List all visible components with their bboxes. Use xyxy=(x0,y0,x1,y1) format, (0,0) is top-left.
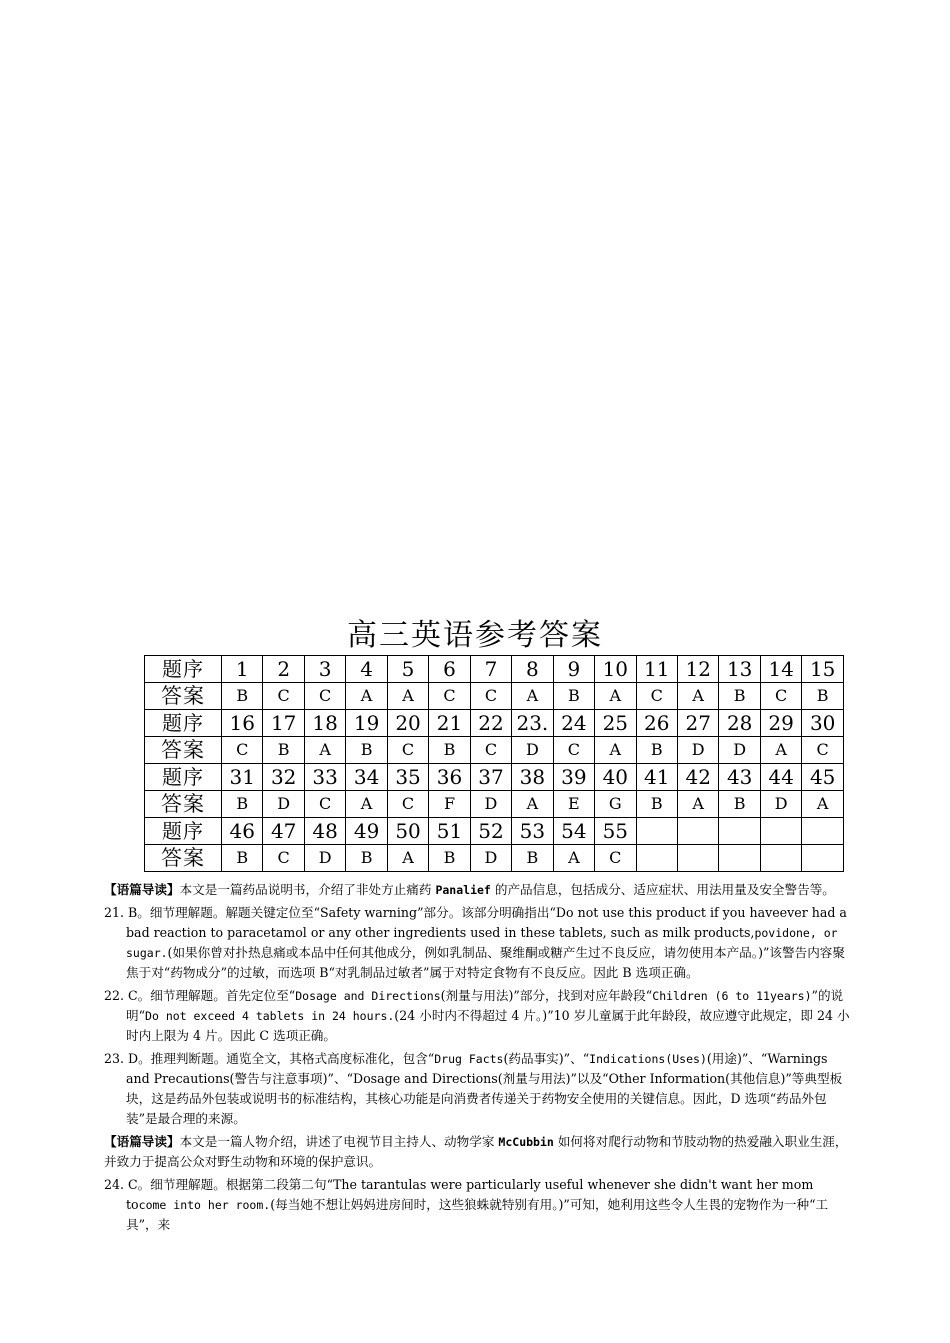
question-number-cell: 35 xyxy=(387,764,428,791)
explanation-22: 22. C。细节理解题。首先定位至“Dosage and Directions(剂量与用法)”部分，找到对应年龄段“Children (6 to 11years)”的说明“Do not exceed 4 tablets in 24 hours.(24 小时内不得超过 4 片。)”10 岁儿童属于此年龄段，故应遵守此规定，即 24 小时内上限为 4 片。因此 C 选项正确。 xyxy=(104,988,850,1043)
question-number-cell: 5 xyxy=(387,656,428,683)
answer-cell: B xyxy=(429,737,470,764)
question-number-cell: 18 xyxy=(304,710,345,737)
passage-intro-2: 【语篇导读】本文是一篇人物介绍，讲述了电视节目主持人、动物学家 McCubbin 如何将对爬行动物和节肢动物的热爱融入职业生涯，并致力于提高公众对野生动物和环境的保护意识。 xyxy=(104,1134,848,1169)
question-number-cell: 34 xyxy=(346,764,387,791)
answer-cell: B xyxy=(512,845,553,872)
question-number-cell: 10 xyxy=(595,656,636,683)
answer-label: 答案 xyxy=(145,791,222,818)
answer-cell xyxy=(636,845,677,872)
question-number-cell: 42 xyxy=(677,764,718,791)
question-number-cell: 22 xyxy=(470,710,511,737)
page-title: 高三英语参考答案 xyxy=(347,618,603,653)
question-number-cell: 20 xyxy=(387,710,428,737)
answer-cell: D xyxy=(304,845,345,872)
answer-cell: B xyxy=(636,791,677,818)
answer-row xyxy=(145,683,844,710)
answer-cell: B xyxy=(719,791,760,818)
answer-cell: C xyxy=(470,683,511,710)
question-number-cell: 14 xyxy=(760,656,801,683)
answer-table xyxy=(144,655,844,872)
question-number-row xyxy=(145,818,844,845)
question-number-cell: 36 xyxy=(429,764,470,791)
answer-cell: A xyxy=(677,791,718,818)
answer-cell: C xyxy=(553,737,594,764)
answer-cell: B xyxy=(802,683,844,710)
answer-cell: C xyxy=(222,737,263,764)
answer-label: 答案 xyxy=(145,683,222,710)
answer-cell: B xyxy=(636,737,677,764)
question-number-cell: 53 xyxy=(512,818,553,845)
question-number-cell: 54 xyxy=(553,818,594,845)
answer-cell: F xyxy=(429,791,470,818)
answer-cell: A xyxy=(512,791,553,818)
question-number-cell: 24 xyxy=(553,710,594,737)
explanation-24: 24. C。细节理解题。根据第二段第二句“The tarantulas were particularly useful whenever she didn't want her mom tocome into her room.(每当她不想让妈妈进房间时，这些狼蛛就特别有用。)”可知，她利用这些令人生畏的宠物作为一种“工具”，来 xyxy=(104,1177,829,1232)
answer-cell: A xyxy=(802,791,844,818)
answer-cell: B xyxy=(346,845,387,872)
question-number-cell: 23. xyxy=(512,710,553,737)
question-number-cell: 45 xyxy=(802,764,844,791)
answer-cell: B xyxy=(222,845,263,872)
answer-cell: D xyxy=(512,737,553,764)
question-number-cell xyxy=(719,818,760,845)
question-number-cell: 9 xyxy=(553,656,594,683)
question-number-cell: 55 xyxy=(595,818,636,845)
seq-label: 题序 xyxy=(145,818,222,845)
question-number-cell: 1 xyxy=(222,656,263,683)
question-number-cell: 38 xyxy=(512,764,553,791)
question-number-cell: 29 xyxy=(760,710,801,737)
question-number-cell: 50 xyxy=(387,818,428,845)
question-number-cell: 30 xyxy=(802,710,844,737)
question-number-cell: 8 xyxy=(512,656,553,683)
answer-cell: C xyxy=(387,737,428,764)
seq-label: 题序 xyxy=(145,710,222,737)
answer-cell: C xyxy=(304,791,345,818)
answer-cell: G xyxy=(595,791,636,818)
answer-row xyxy=(145,845,844,872)
answer-label: 答案 xyxy=(145,845,222,872)
answer-cell: A xyxy=(512,683,553,710)
answer-cell: D xyxy=(760,791,801,818)
answer-cell: C xyxy=(636,683,677,710)
question-number-cell: 28 xyxy=(719,710,760,737)
answer-cell: C xyxy=(429,683,470,710)
question-number-cell: 19 xyxy=(346,710,387,737)
answer-cell: E xyxy=(553,791,594,818)
answer-cell xyxy=(802,845,844,872)
question-number-cell: 44 xyxy=(760,764,801,791)
answer-cell: A xyxy=(304,737,345,764)
answer-cell: B xyxy=(346,737,387,764)
question-number-cell: 26 xyxy=(636,710,677,737)
question-number-cell xyxy=(760,818,801,845)
passage-intro-1: 【语篇导读】本文是一篇药品说明书，介绍了非处方止痛药 Panalief 的产品信息，包括成分、适应症状、用法用量及安全警告等。 xyxy=(104,882,835,897)
question-number-cell: 15 xyxy=(802,656,844,683)
answer-cell: B xyxy=(222,791,263,818)
question-number-cell: 37 xyxy=(470,764,511,791)
question-number-cell xyxy=(636,818,677,845)
question-number-cell: 7 xyxy=(470,656,511,683)
answer-cell: A xyxy=(346,683,387,710)
question-number-cell: 3 xyxy=(304,656,345,683)
question-number-cell: 49 xyxy=(346,818,387,845)
seq-label: 题序 xyxy=(145,764,222,791)
question-number-cell: 11 xyxy=(636,656,677,683)
seq-label: 题序 xyxy=(145,656,222,683)
question-number-cell: 47 xyxy=(263,818,304,845)
answer-cell xyxy=(677,845,718,872)
answer-cell: D xyxy=(470,845,511,872)
answer-cell: D xyxy=(263,791,304,818)
answer-cell: D xyxy=(677,737,718,764)
answer-cell: C xyxy=(304,683,345,710)
answer-cell: A xyxy=(760,737,801,764)
question-number-cell: 2 xyxy=(263,656,304,683)
answer-cell: A xyxy=(595,683,636,710)
answer-cell: C xyxy=(760,683,801,710)
question-number-cell: 48 xyxy=(304,818,345,845)
explanations xyxy=(104,880,852,1238)
question-number-cell: 32 xyxy=(263,764,304,791)
question-number-cell: 51 xyxy=(429,818,470,845)
question-number-row xyxy=(145,656,844,683)
question-number-cell xyxy=(802,818,844,845)
explanation-23: 23. D。推理判断题。通览全文，其格式高度标准化，包含“Drug Facts(药品事实)”、“Indications(Uses)(用途)”、“Warnings and Precautions(警告与注意事项)”、“Dosage and Directions(剂量与用法)”以及“Other Information(其他信息)”等典型板块，这是药品外包装或说明书的标准结构，其核心功能是向消费者传递关于药物安全使用的关键信息。因此，D 选项“药品外包装”是最合理的来源。 xyxy=(104,1051,843,1126)
answer-cell: C xyxy=(263,845,304,872)
answer-cell: C xyxy=(470,737,511,764)
question-number-cell: 17 xyxy=(263,710,304,737)
answer-cell: B xyxy=(553,683,594,710)
answer-label: 答案 xyxy=(145,737,222,764)
answer-cell: B xyxy=(263,737,304,764)
question-number-cell: 27 xyxy=(677,710,718,737)
answer-row xyxy=(145,791,844,818)
answer-cell: A xyxy=(387,683,428,710)
answer-cell: C xyxy=(387,791,428,818)
answer-cell: B xyxy=(429,845,470,872)
answer-cell: D xyxy=(470,791,511,818)
explanation-21: 21. B。细节理解题。解题关键定位至“Safety warning”部分。该部分明确指出“Do not use this product if you haveever had a bad reaction to paracetamol or any other ingredients used in these tablets, such as milk products,povidone, or sugar.(如果你曾对扑热息痛或本品中任何其他成分，例如乳制品、聚维酮或糖产生过不良反应，请勿使用本产品。)”该警告内容聚焦于对“药物成分”的过敏，而选项 B“对乳制品过敏者”属于对特定食物有不良反应。因此 B 选项正确。 xyxy=(104,905,847,980)
answer-cell: C xyxy=(263,683,304,710)
question-number-cell: 16 xyxy=(222,710,263,737)
question-number-cell: 31 xyxy=(222,764,263,791)
question-number-cell: 33 xyxy=(304,764,345,791)
answer-cell xyxy=(760,845,801,872)
question-number-cell: 41 xyxy=(636,764,677,791)
answer-cell: C xyxy=(802,737,844,764)
answer-row xyxy=(145,737,844,764)
answer-cell: A xyxy=(677,683,718,710)
question-number-cell: 25 xyxy=(595,710,636,737)
answer-cell xyxy=(719,845,760,872)
question-number-cell: 39 xyxy=(553,764,594,791)
question-number-cell: 12 xyxy=(677,656,718,683)
answer-cell: A xyxy=(387,845,428,872)
question-number-cell: 13 xyxy=(719,656,760,683)
question-number-cell: 52 xyxy=(470,818,511,845)
question-number-row xyxy=(145,710,844,737)
answer-cell: A xyxy=(553,845,594,872)
question-number-cell: 40 xyxy=(595,764,636,791)
answer-cell: D xyxy=(719,737,760,764)
question-number-cell: 43 xyxy=(719,764,760,791)
question-number-cell: 21 xyxy=(429,710,470,737)
question-number-cell: 4 xyxy=(346,656,387,683)
answer-cell: C xyxy=(595,845,636,872)
question-number-cell xyxy=(677,818,718,845)
answer-cell: B xyxy=(222,683,263,710)
question-number-row xyxy=(145,764,844,791)
answer-cell: A xyxy=(595,737,636,764)
answer-cell: A xyxy=(346,791,387,818)
question-number-cell: 46 xyxy=(222,818,263,845)
question-number-cell: 6 xyxy=(429,656,470,683)
answer-cell: B xyxy=(719,683,760,710)
